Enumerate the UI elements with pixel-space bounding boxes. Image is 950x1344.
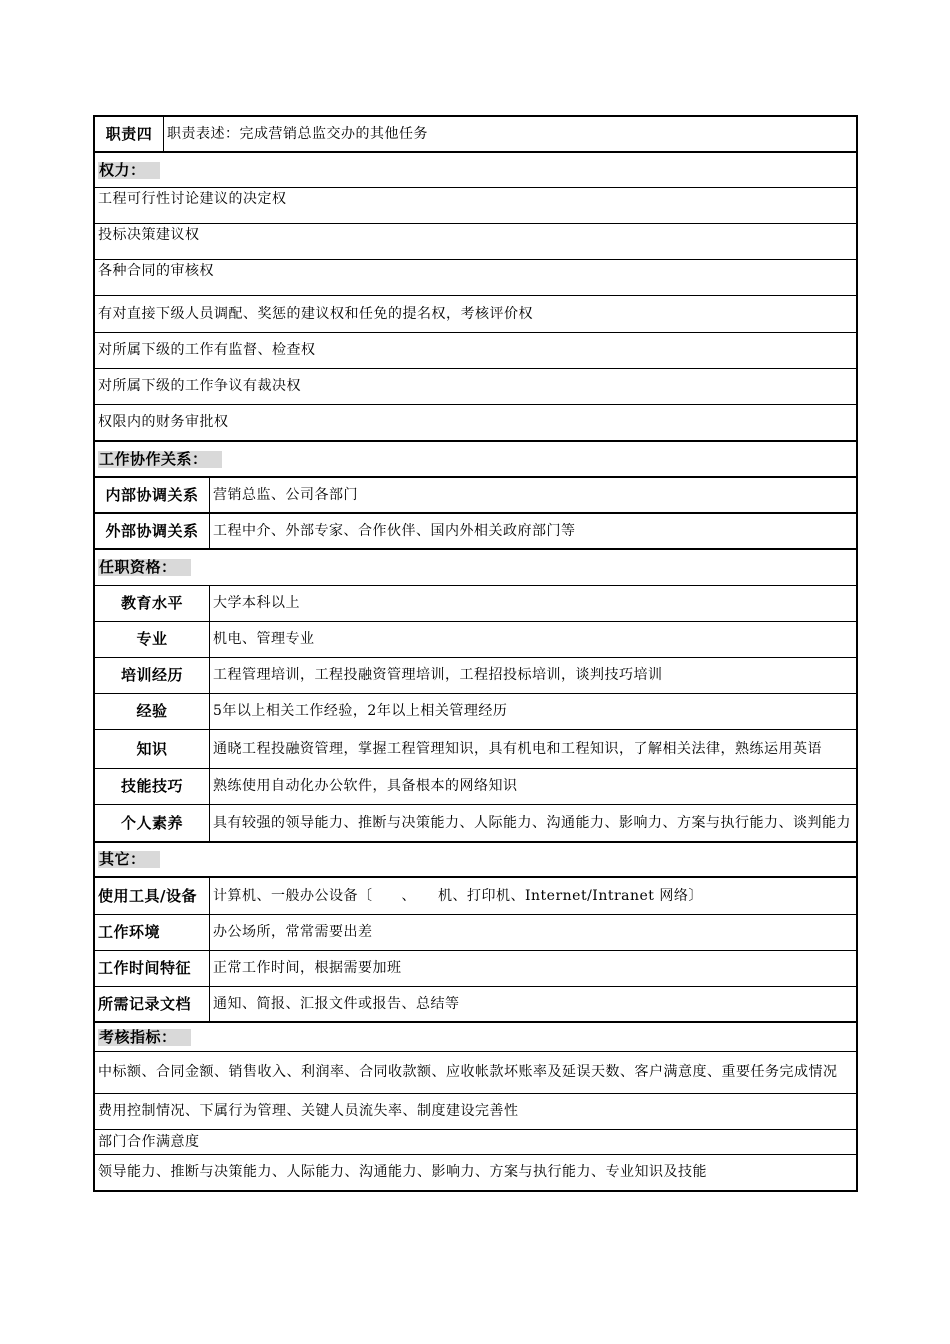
- assessment-row: [95, 1094, 856, 1130]
- duty-row: [95, 117, 856, 153]
- duty-label: 职责四: [95, 117, 164, 151]
- section-header-others: [95, 843, 856, 878]
- qualification-value: 熟练使用自动化办公软件，具备根本的网络知识: [213, 778, 518, 794]
- qualification-row: [95, 769, 856, 805]
- qualification-label: 知识: [95, 730, 210, 768]
- assessment-row: [95, 1130, 856, 1155]
- section-title-powers: 权力：: [98, 162, 160, 179]
- section-title-relations: 工作协作关系：: [98, 451, 222, 468]
- power-item: 工程可行性讨论建议的决定权: [98, 191, 287, 207]
- qualification-row: [95, 622, 856, 658]
- relation-row: [95, 514, 856, 550]
- other-value: 正常工作时间，根据需要加班: [213, 960, 402, 976]
- power-item: 权限内的财务审批权: [98, 414, 229, 430]
- power-row: [95, 369, 856, 405]
- power-row: [95, 333, 856, 369]
- qualification-label: 培训经历: [95, 658, 210, 693]
- power-row: [95, 224, 856, 260]
- section-title-assessment: 考核指标：: [98, 1029, 191, 1046]
- qualification-row: [95, 805, 856, 843]
- qualification-label: 经验: [95, 694, 210, 729]
- qualification-label: 技能技巧: [95, 769, 210, 804]
- relation-value: 工程中介、外部专家、合作伙伴、国内外相关政府部门等: [213, 522, 576, 539]
- qualification-row: [95, 694, 856, 730]
- qualification-label: 教育水平: [95, 586, 210, 621]
- power-item: 各种合同的审核权: [98, 263, 214, 279]
- qualification-row: [95, 586, 856, 622]
- section-header-assessment: [95, 1023, 856, 1052]
- power-row: [95, 296, 856, 333]
- relation-value: 营销总监、公司各部门: [213, 486, 358, 503]
- relation-label: 外部协调关系: [95, 514, 210, 548]
- power-row: [95, 188, 856, 224]
- other-row: [95, 915, 856, 951]
- qualification-value: 工程管理培训，工程投融资管理培训，工程招投标培训，谈判技巧培训: [213, 667, 663, 683]
- job-description-table: [93, 115, 858, 1192]
- section-header-powers: [95, 153, 856, 188]
- qualification-label: 个人素养: [95, 805, 210, 841]
- other-row: [95, 951, 856, 987]
- other-label: 工作环境: [95, 915, 210, 950]
- power-item: 投标决策建议权: [98, 227, 200, 243]
- section-title-others: 其它：: [98, 851, 160, 868]
- assessment-item: 领导能力、推断与决策能力、人际能力、沟通能力、影响力、方案与执行能力、专业知识及技能: [98, 1164, 707, 1180]
- other-label: 所需记录文档: [95, 987, 210, 1021]
- other-label: 工作时间特征: [95, 951, 210, 986]
- section-header-relations: [95, 442, 856, 478]
- assessment-row: [95, 1052, 856, 1094]
- assessment-item: 部门合作满意度: [98, 1133, 200, 1150]
- section-header-qualifications: [95, 550, 856, 586]
- other-row: [95, 878, 856, 915]
- other-value: 通知、简报、汇报文件或报告、总结等: [213, 995, 460, 1012]
- qualification-value: 机电、管理专业: [213, 631, 315, 647]
- qualification-row: [95, 730, 856, 769]
- qualification-value: 大学本科以上: [213, 595, 300, 611]
- relation-row: [95, 478, 856, 514]
- qualification-value: 5年以上相关工作经验，2年以上相关管理经历: [213, 703, 508, 719]
- qualification-row: [95, 658, 856, 694]
- other-row: [95, 987, 856, 1023]
- duty-description: 职责表述：完成营销总监交办的其他任务: [167, 125, 428, 142]
- other-value: 办公场所，常常需要出差: [213, 924, 373, 940]
- power-item: 对所属下级的工作有监督、检查权: [98, 342, 316, 358]
- assessment-item: 费用控制情况、下属行为管理、关键人员流失率、制度建设完善性: [98, 1103, 519, 1119]
- power-item: 有对直接下级人员调配、奖惩的建议权和任免的提名权，考核评价权: [98, 305, 533, 322]
- relation-label: 内部协调关系: [95, 478, 210, 512]
- qualification-label: 专业: [95, 622, 210, 657]
- section-title-qualifications: 任职资格：: [98, 559, 191, 576]
- qualification-value: 通晓工程投融资管理，掌握工程管理知识，具有机电和工程知识，了解相关法律，熟练运用英语: [213, 740, 822, 757]
- other-value: 计算机、一般办公设备〔 、 机、打印机、Internet/Intranet 网络〕: [213, 887, 703, 904]
- other-label: 使用工具/设备: [95, 878, 210, 914]
- qualification-value: 具有较强的领导能力、推断与决策能力、人际能力、沟通能力、影响力、方案与执行能力、谈判能力: [213, 814, 851, 831]
- power-row: [95, 260, 856, 296]
- power-row: [95, 405, 856, 442]
- power-item: 对所属下级的工作争议有裁决权: [98, 378, 301, 394]
- assessment-row: [95, 1155, 856, 1192]
- assessment-item: 中标额、合同金额、销售收入、利润率、合同收款额、应收帐款坏账率及延误天数、客户满意度、重要任务完成情况: [98, 1064, 838, 1080]
